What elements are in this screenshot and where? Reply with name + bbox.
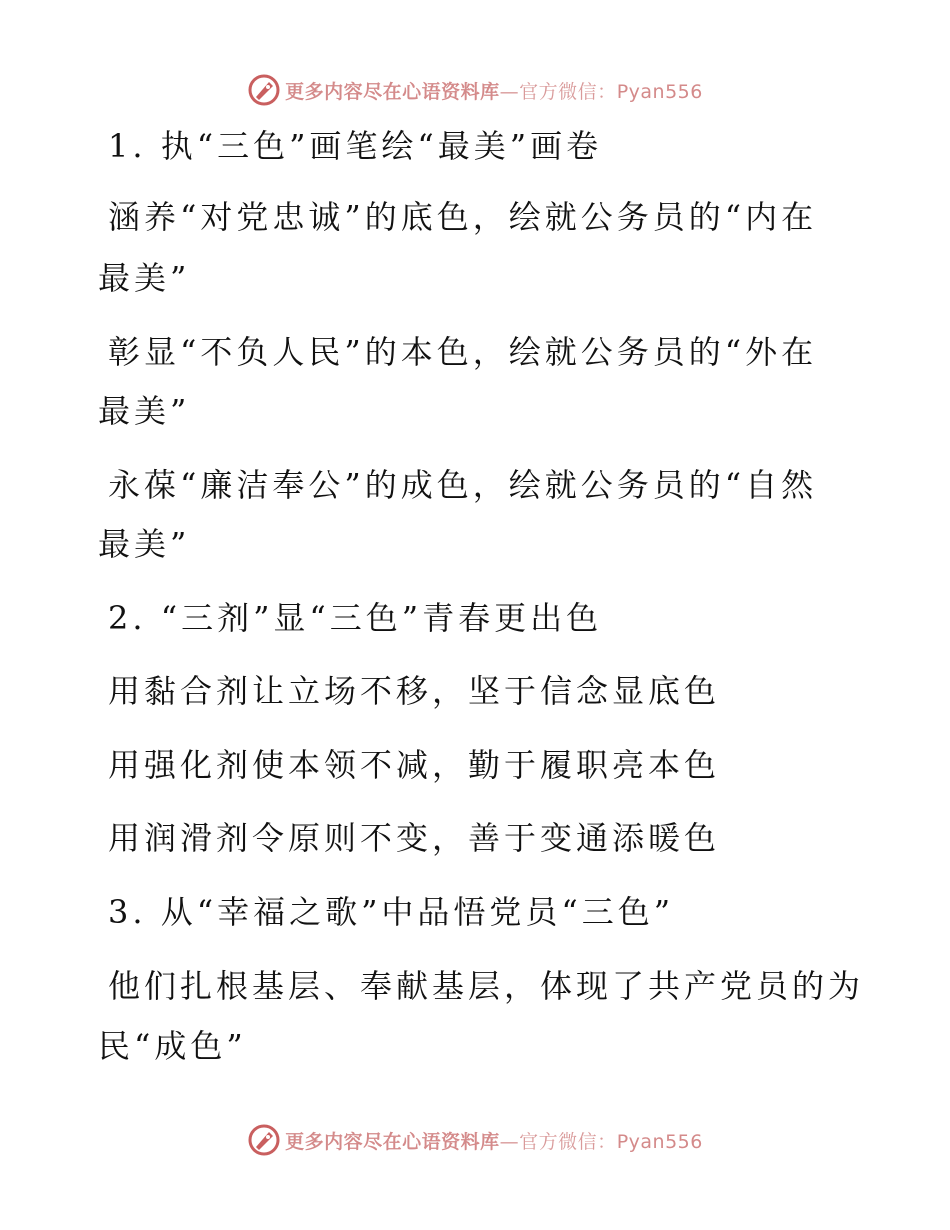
paragraph-line: 用黏合剂让立场不移，坚于信念显底色 xyxy=(108,672,721,710)
pen-nib-seal-icon xyxy=(247,1123,281,1157)
paragraph-line: 最美” xyxy=(98,392,191,430)
banner-text: 更多内容尽在心语资料库—官方微信：Pyan556 xyxy=(285,80,703,103)
paragraph-line: 民“成色” xyxy=(98,1027,247,1065)
paragraph-line: 他们扎根基层、奉献基层，体现了共产党员的为 xyxy=(108,967,865,1005)
banner-text: 更多内容尽在心语资料库—官方微信：Pyan556 xyxy=(285,1130,703,1153)
paragraph-line: 最美” xyxy=(98,525,191,563)
footer-banner xyxy=(0,1120,950,1160)
section-heading-1: 1. 执“三色”画笔绘“最美”画卷 xyxy=(108,127,603,165)
paragraph-line: 永葆“廉洁奉公”的成色，绘就公务员的“自然 xyxy=(108,466,818,504)
paragraph-line: 用强化剂使本领不减，勤于履职亮本色 xyxy=(108,746,721,784)
paragraph-line: 涵养“对党忠诚”的底色，绘就公务员的“内在 xyxy=(108,198,818,236)
paragraph-line: 用润滑剂令原则不变，善于变通添暖色 xyxy=(108,819,721,857)
paragraph-line: 最美” xyxy=(98,259,191,297)
paragraph-line: 彰显“不负人民”的本色，绘就公务员的“外在 xyxy=(108,333,818,371)
section-heading-3: 3. 从“幸福之歌”中品悟党员“三色” xyxy=(108,893,675,931)
section-heading-2: 2. “三剂”显“三色”青春更出色 xyxy=(108,599,603,637)
